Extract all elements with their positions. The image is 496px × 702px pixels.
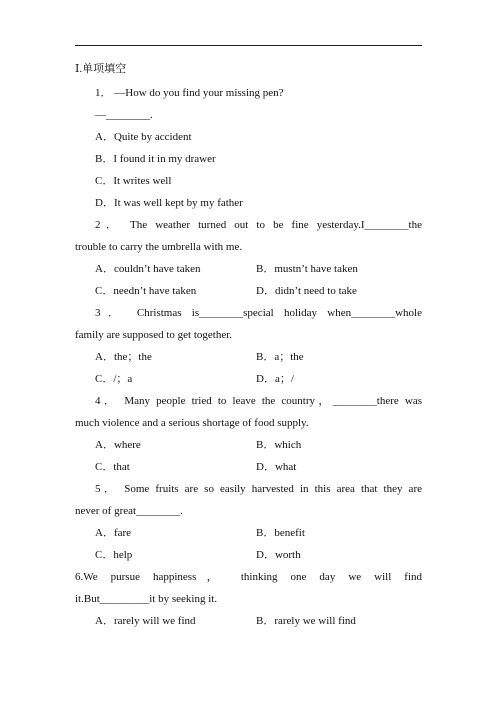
question-2-options-cd [75, 280, 422, 302]
question-5-option-d: D．worth [256, 549, 301, 561]
question-6-options-ab [75, 610, 422, 632]
question-5-options-ab [75, 522, 422, 544]
question-2-option-b: B．mustn’t have taken [256, 263, 358, 275]
question-2 [75, 214, 422, 258]
question-5-option-c: C．help [95, 549, 133, 561]
question-3-option-c: C．/；a [95, 373, 133, 385]
question-1 [75, 82, 422, 214]
question-3-options-ab [75, 346, 422, 368]
question-1-option-b: B．I found it in my drawer [95, 153, 216, 165]
question-3 [75, 302, 422, 346]
question-4-option-b: B．which [256, 439, 302, 451]
question-1-option-a: A．Quite by accident [95, 131, 192, 143]
question-5-stem: 5． Some fruits are so easily harvested in this area that they are [95, 483, 422, 495]
question-4-options-cd [75, 456, 422, 478]
question-2-options-ab [75, 258, 422, 280]
question-6-option-a: A．rarely will we find [95, 615, 196, 627]
question-2-option-c: C．needn’t have taken [95, 285, 197, 297]
question-4 [75, 390, 422, 434]
question-3-option-d: D．a；/ [256, 373, 294, 385]
question-6-stem: 6.We pursue happiness， thinking one day we will find [75, 571, 422, 583]
question-4-stem: 4． Many people tried to leave the country，________there was [95, 395, 422, 407]
question-5-stem-cont: never of great________. [75, 505, 183, 517]
question-1-option-c: C．It writes well [95, 175, 172, 187]
question-3-stem-cont: family are supposed to get together. [75, 329, 233, 341]
question-6 [75, 566, 422, 610]
question-5 [75, 478, 422, 522]
question-3-options-cd [75, 368, 422, 390]
question-4-option-d: D．what [256, 461, 297, 473]
question-2-option-a: A．couldn’t have taken [95, 263, 201, 275]
question-1-answer-line: —________. [95, 109, 153, 121]
question-6-option-b: B．rarely we will find [256, 615, 356, 627]
question-3-option-b: B．a；the [256, 351, 304, 363]
question-4-option-c: C．that [95, 461, 130, 473]
question-5-option-a: A．fare [95, 527, 132, 539]
question-1-stem: 1． —How do you find your missing pen? [95, 87, 284, 99]
section-title: Ⅰ.单项填空 [75, 63, 127, 75]
question-6-stem-cont: it.But_________it by seeking it. [75, 593, 218, 605]
header-rule [75, 45, 422, 46]
question-3-option-a: A．the；the [95, 351, 152, 363]
question-4-options-ab [75, 434, 422, 456]
question-5-options-cd [75, 544, 422, 566]
question-3-stem: 3． Christmas is________special holiday when________whole [95, 307, 422, 319]
question-2-stem: 2． The weather turned out to be fine yesterday.I________the [95, 219, 422, 231]
worksheet [75, 56, 422, 632]
question-4-stem-cont: much violence and a serious shortage of food supply. [75, 417, 309, 429]
question-1-option-d: D．It was well kept by my father [95, 197, 243, 209]
question-2-option-d: D．didn’t need to take [256, 285, 357, 297]
question-4-option-a: A．where [95, 439, 141, 451]
question-5-option-b: B．benefit [256, 527, 305, 539]
question-2-stem-cont: trouble to carry the umbrella with me. [75, 241, 243, 253]
